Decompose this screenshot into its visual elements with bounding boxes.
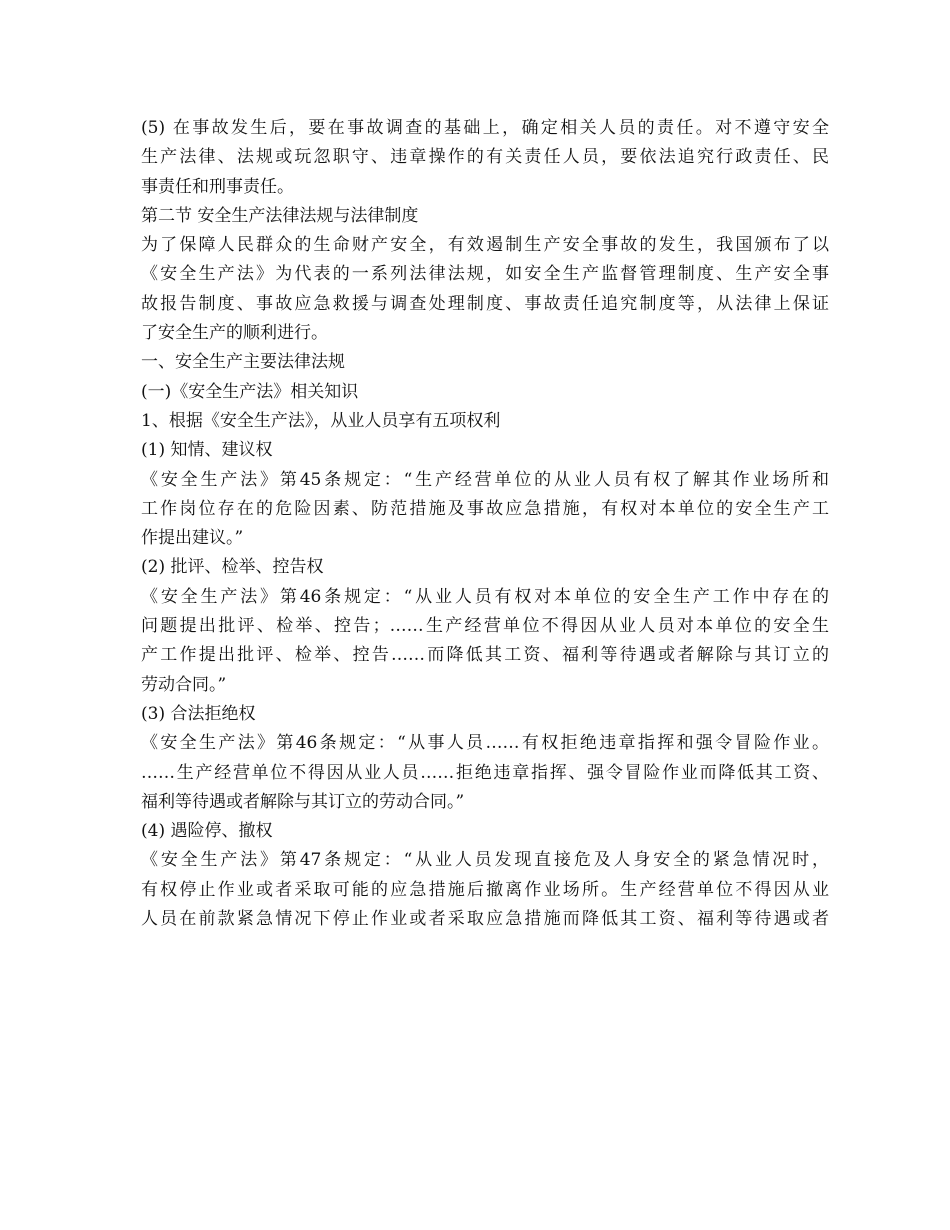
text-line: (2) 批评、检举、控告权 (141, 557, 324, 578)
text-line: 《安全生产法》第46条规定：“从事人员……有权拒绝违章指挥和强令冒险作业。 (141, 733, 829, 754)
text-line: 第二节 安全生产法律法规与法律制度 (141, 205, 419, 226)
text-line: 福利等待遇或者解除与其订立的劳动合同。” (141, 791, 465, 812)
text-line: 事责任和刑事责任。 (141, 176, 294, 197)
text-line: ……生产经营单位不得因从业人员……拒绝违章指挥、强令冒险作业而降低其工资、 (141, 762, 829, 783)
text-line: 问题提出批评、检举、控告；……生产经营单位不得因从业人员对本单位的安全生 (141, 616, 829, 637)
text-line: 工作岗位存在的危险因素、防范措施及事故应急措施，有权对本单位的安全生产工 (141, 498, 829, 519)
text-line: 了安全生产的顺利进行。 (141, 323, 328, 344)
text-line: (5) 在事故发生后，要在事故调查的基础上，确定相关人员的责任。对不遵守安全 (141, 118, 829, 138)
text-line: 《安全生产法》第47条规定：“从业人员发现直接危及人身安全的紧急情况时， (141, 850, 829, 871)
text-line: 作提出建议。” (141, 528, 244, 549)
text-line: 一、安全生产主要法律法规 (141, 352, 345, 373)
text-line: 《安全生产法》第46条规定：“从业人员有权对本单位的安全生产工作中存在的 (141, 586, 829, 607)
text-line: (3) 合法拒绝权 (141, 703, 256, 724)
text-line: 生产法律、法规或玩忽职守、违章操作的有关责任人员，要依法追究行政责任、民 (141, 147, 829, 168)
text-line: 故报告制度、事故应急救援与调查处理制度、事故责任追究制度等，从法律上保证 (141, 293, 829, 314)
text-line: 人员在前款紧急情况下停止作业或者采取应急措施而降低其工资、福利等待遇或者 (141, 909, 829, 930)
text-line: 《安全生产法》为代表的一系列法律法规，如安全生产监督管理制度、生产安全事 (141, 264, 829, 285)
text-line: 产工作提出批评、检举、控告……而降低其工资、福利等待遇或者解除与其订立的 (141, 645, 829, 666)
text-line: 劳动合同。” (141, 674, 227, 695)
text-line: 为了保障人民群众的生命财产安全，有效遏制生产安全事故的发生，我国颁布了以 (141, 235, 829, 256)
text-line: 《安全生产法》第45条规定：“生产经营单位的从业人员有权了解其作业场所和 (141, 469, 829, 490)
text-line: 1、根据《安全生产法》，从业人员享有五项权利 (141, 410, 501, 431)
text-line: (1) 知情、建议权 (141, 440, 273, 461)
text-line: 有权停止作业或者采取可能的应急措施后撤离作业场所。生产经营单位不得因从业 (141, 879, 829, 900)
text-line: (4) 遇险停、撤权 (141, 821, 273, 842)
text-line: (一)《安全生产法》相关知识 (141, 381, 359, 402)
document-page (141, 114, 829, 934)
